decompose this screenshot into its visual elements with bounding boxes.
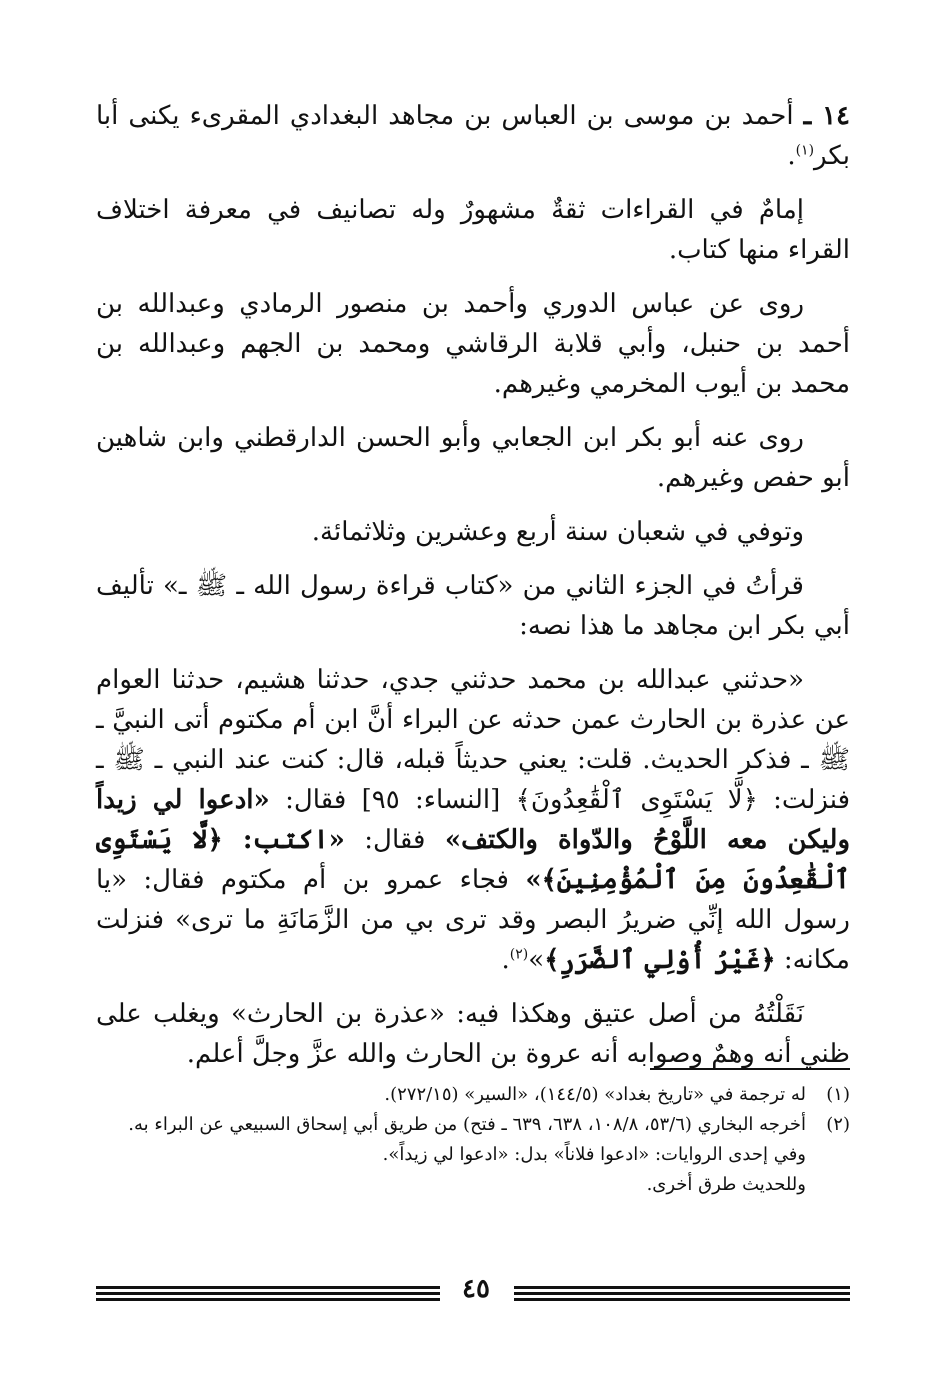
hadith-text: [96, 660, 850, 980]
entry-number: ١٤ ـ: [803, 101, 850, 131]
footnotes: [96, 1080, 850, 1200]
entry-end: .: [787, 141, 796, 171]
paragraph-death: وتوفي في شعبان سنة أربع وعشرين وثلاثمائة.: [311, 517, 804, 547]
footer-rule-right: [514, 1286, 850, 1302]
entry-heading: [96, 96, 850, 176]
page-body: [96, 96, 850, 1088]
footnote-1-text: له ترجمة في «تاريخ بغداد» (١٤٤/٥)، «السير» (٢٧٢/١٥).: [384, 1084, 806, 1105]
hadith-bold-1: «ادعوا لي زيداً وليكن معه اللَّوْحُ والدّواة والكتف»: [96, 785, 851, 855]
footnote-divider: [650, 1068, 850, 1070]
footer-rule-left: [96, 1286, 440, 1302]
page-number: ٤٥: [462, 1274, 490, 1304]
footnote-1-number: (١): [826, 1084, 850, 1105]
hadith-part-1: «حدثني عبدالله بن محمد حدثني جدي، حدثنا هشيم، حدثنا العوام عن عذرة بن الحارث عمن حدثه عن البراء أنَّ ابن أم مكتوم أتى النبيَّ ـ ﷺ ـ فذكر الحديث. قلت: يعني حديثاً قبله، قال: كنت عند النبي ـ ﷺ ـ فنزلت: ﴿لَّا يَسْتَوِى ٱلْقَٰعِدُونَ﴾ [النساء: ٩٥] فقال:: [96, 665, 851, 815]
footnote-2-number: (٢): [826, 1114, 850, 1135]
page-footer: [96, 1274, 850, 1310]
paragraph-narrated-by: روى عنه أبو بكر ابن الجعابي وأبو الحسن الدارقطني وابن شاهين أبو حفص وغيرهم.: [96, 423, 850, 493]
paragraph-narrated-from: روى عن عباس الدوري وأحمد بن منصور الرمادي وعبدالله بن أحمد بن حنبل، وأبي قلابة الرقاشي ومحمد بن الجهم وعبدالله بن محمد بن أيوب المخرمي وغيرهم.: [96, 289, 850, 399]
footnote-1: [96, 1080, 850, 1110]
paragraph-reading: قرأتُ في الجزء الثاني من «كتاب قراءة رسول الله ـ ﷺ ـ» تأليف أبي بكر ابن مجاهد ما هذا نصه:: [96, 571, 850, 641]
footnote-2: [96, 1110, 850, 1140]
paragraph-imam: إمامٌ في القراءات ثقةٌ مشهورٌ وله تصانيف في معرفة اختلاف القراء منها كتاب.: [96, 195, 850, 265]
hadith-part-3: فجاء عمرو بن أم مكتوم فقال: «يا رسول الله إنِّي ضريرُ البصر وقد ترى بي من الزَّمَانَةِ ما ترى» فنزلت مكانه:: [96, 865, 850, 975]
footnote-2-text: أخرجه البخاري (٥٣/٦، ١٠٨/٨، ٦٣٨، ٦٣٩ ـ فتح) من طريق أبي إسحاق السبيعي عن البراء به.: [128, 1114, 806, 1135]
hadith-bold-3: ﴿غَيْرُ أُوْلِي ٱلضَّرَرِ﴾: [544, 945, 776, 975]
hadith-end: .: [501, 945, 510, 975]
footnote-2-variant: وفي إحدى الروايات: «ادعوا فلاناً» بدل: «ادعوا لي زيداً».: [382, 1144, 806, 1165]
hadith-part-4: »: [528, 945, 545, 975]
hadith-bold-2: «اكتب: ﴿لَّا يَسْتَوِى ٱلْقَٰعِدُونَ مِنَ ٱلْمُؤْمِنِينَ﴾»: [96, 825, 851, 895]
footnote-ref-2[interactable]: (٢): [509, 946, 529, 963]
footnote-ref-1[interactable]: (١): [795, 142, 815, 159]
paragraph-closing: نَقَلْتُهُ من أصل عتيق وهكذا فيه: «عذرة بن الحارث» ويغلب على ظني أنه وهمٌ وصوابه أنه عروة بن الحارث والله عزَّ وجلَّ أعلم.: [96, 999, 850, 1069]
entry-heading-text: أحمد بن موسى بن العباس بن مجاهد البغدادي المقرىء يكنى أبا بكر: [96, 101, 850, 171]
hadith-part-2: فقال:: [364, 825, 426, 855]
footnote-2-other: وللحديث طرق أخرى.: [646, 1174, 806, 1195]
